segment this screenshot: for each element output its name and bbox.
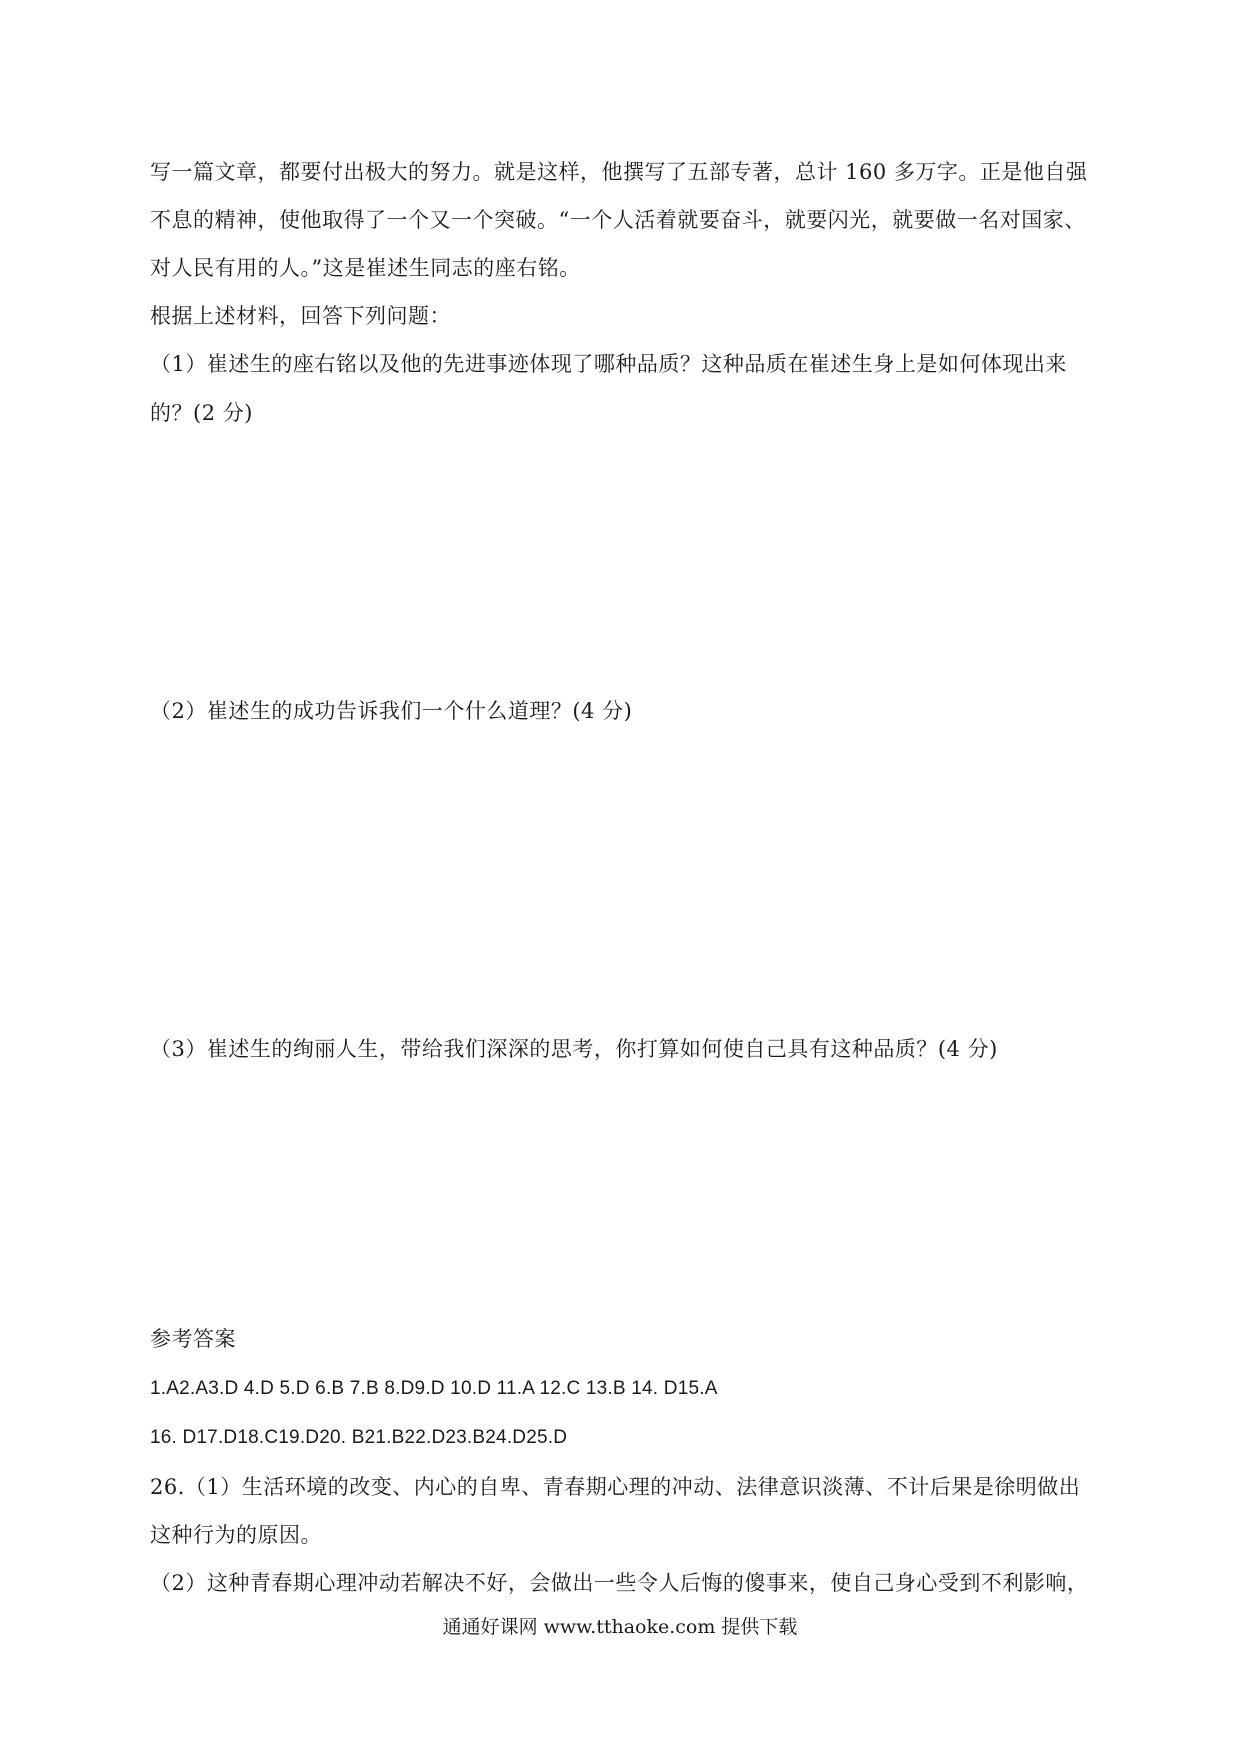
answer-26-line: 26.（1）生活环境的改变、内心的自卑、青春期心理的冲动、法律意识淡薄、不计后果是徐明做出 <box>150 1475 1081 1499</box>
page-footer: 通通好课网 www.tthaoke.com 提供下载 <box>442 1616 798 1638</box>
answer-row: 16. D17.D18.C19.D20. B21.B22.D23.B24.D25.D <box>150 1427 568 1448</box>
passage-line: 不息的精神，使他取得了一个又一个突破。“一个人活着就要奋斗，就要闪光，就要做一名对国家、 <box>150 208 1086 232</box>
question-line: （3）崔述生的绚丽人生，带给我们深深的思考，你打算如何使自己具有这种品质？(4 分) <box>150 1037 998 1061</box>
question-line: （1）崔述生的座右铭以及他的先进事迹体现了哪种品质？这种品质在崔述生身上是如何体现出来 <box>150 352 1067 376</box>
passage-line: 写一篇文章，都要付出极大的努力。就是这样，他撰写了五部专著，总计 160 多万字。正是他自强 <box>150 160 1088 184</box>
answer-row: 1.A2.A3.D 4.D 5.D 6.B 7.B 8.D9.D 10.D 11.A 12.C 13.B 14. D15.A <box>150 1378 718 1399</box>
passage-line: 对人民有用的人。”这是崔述生同志的座右铭。 <box>150 256 581 280</box>
question-line: （2）崔述生的成功告诉我们一个什么道理？(4 分) <box>150 699 633 723</box>
answer-26-line: 这种行为的原因。 <box>150 1523 322 1547</box>
question-line: 的？(2 分) <box>150 401 253 425</box>
answer-heading: 参考答案 <box>150 1327 236 1351</box>
answer-26-line: （2）这种青春期心理冲动若解决不好，会做出一些令人后悔的傻事来，使自己身心受到不利影响， <box>150 1571 1089 1595</box>
question-prompt: 根据上述材料，回答下列问题： <box>150 304 451 328</box>
